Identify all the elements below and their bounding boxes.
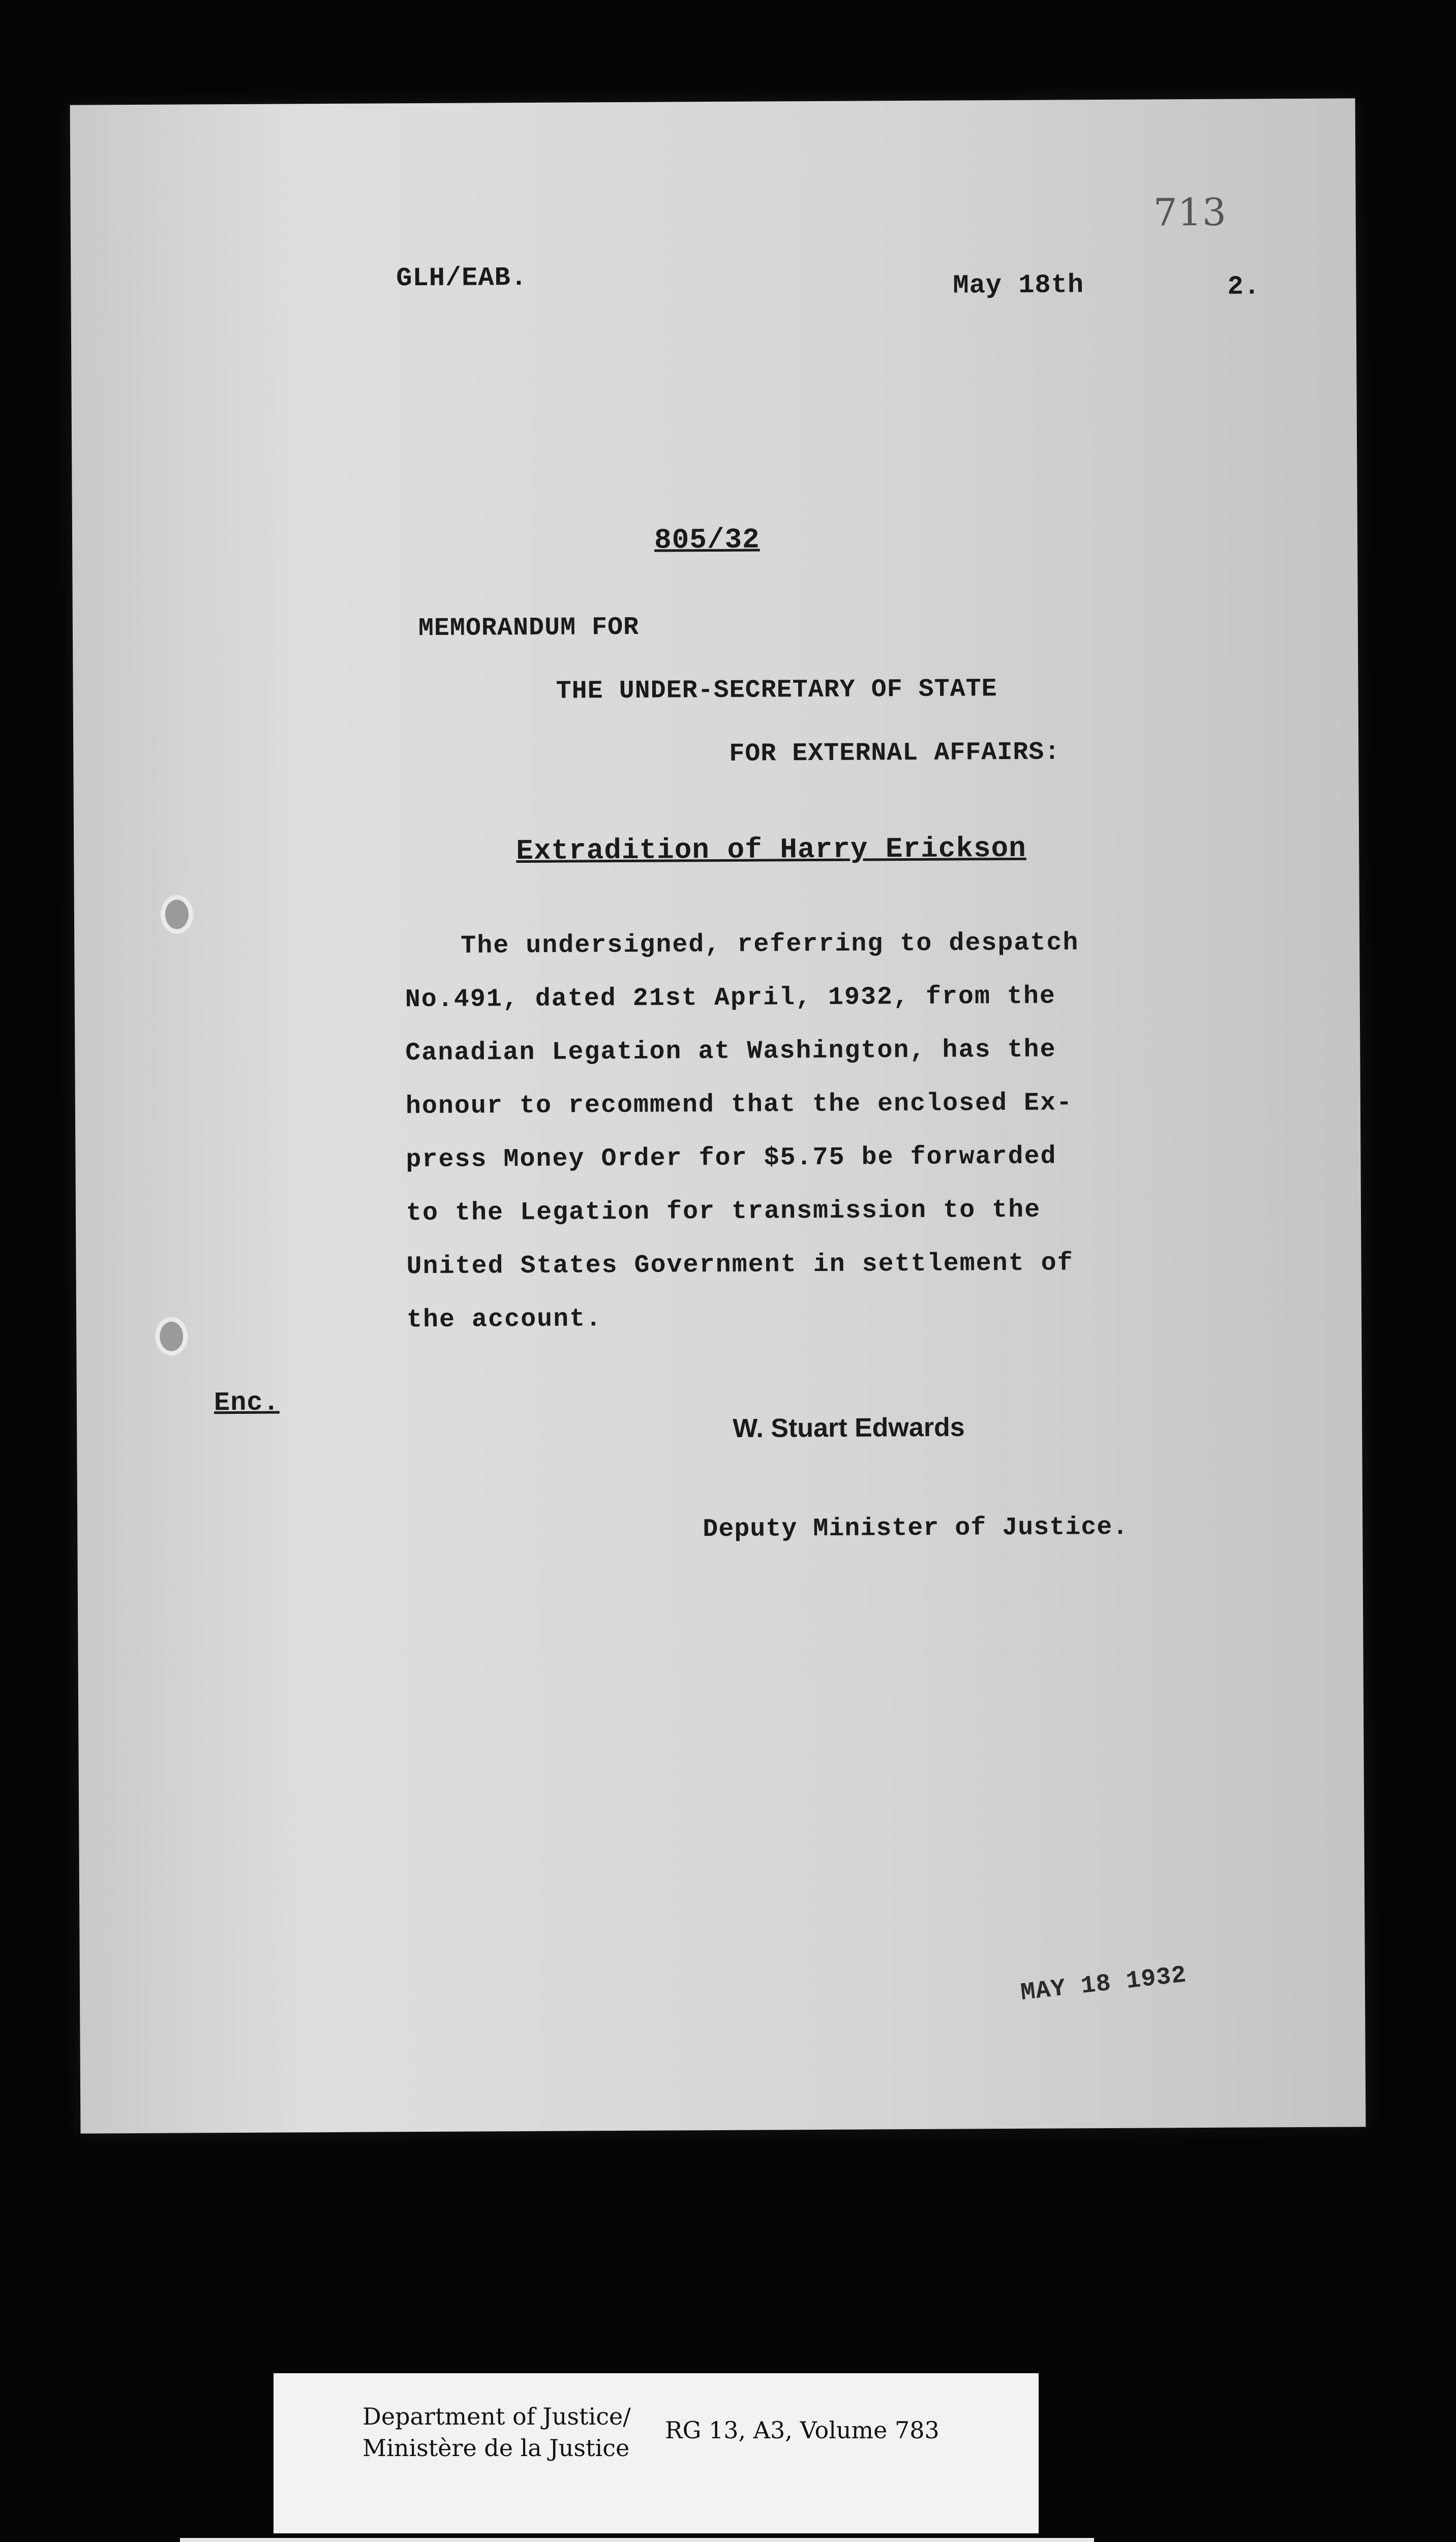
subject-line: Extradition of Harry Erickson	[516, 832, 1026, 868]
page-number: 713	[1153, 190, 1227, 235]
archives-english	[180, 2538, 1094, 2542]
enclosure-note: Enc.	[214, 1387, 280, 1418]
signature-title: Deputy Minister of Justice.	[703, 1512, 1129, 1545]
archive-label-card	[274, 2373, 1039, 2533]
memo-to-line-1: MEMORANDUM FOR	[418, 613, 640, 644]
department-english: Department of Justice/	[362, 2403, 631, 2430]
record-group-reference: RG 13, A3, Volume 783	[665, 2416, 939, 2444]
body-line: No.491, dated 21st April, 1932, from the	[405, 982, 1056, 1015]
page-marker: 2.	[1227, 271, 1261, 302]
signature-name: W. Stuart Edwards	[733, 1412, 965, 1443]
memo-to-line-3: FOR EXTERNAL AFFAIRS:	[729, 738, 1060, 769]
punch-hole-bottom	[155, 1317, 188, 1355]
document-page	[70, 98, 1366, 2133]
received-date-stamp: MAY 18 1932	[1019, 1961, 1188, 2007]
punch-hole-top	[161, 895, 193, 933]
body-line: Canadian Legation at Washington, has the	[405, 1035, 1056, 1068]
public-archives-banner	[180, 2538, 1094, 2542]
body-line: honour to recommend that the enclosed Ex-	[405, 1088, 1073, 1122]
body-line: to the Legation for transmission to the	[406, 1195, 1041, 1228]
body-line: the account.	[406, 1305, 602, 1335]
memo-to-line-2: THE UNDER-SECRETARY OF STATE	[556, 675, 997, 706]
body-line: The undersigned, referring to despatch	[461, 928, 1079, 961]
reference-code: GLH/EAB.	[396, 262, 528, 294]
department-french: Ministère de la Justice	[362, 2434, 630, 2462]
body-line: United States Government in settlement of	[406, 1249, 1074, 1282]
file-number: 805/32	[654, 523, 760, 557]
document-date: May 18th	[953, 270, 1084, 301]
body-line: press Money Order for $5.75 be forwarded	[406, 1142, 1057, 1175]
